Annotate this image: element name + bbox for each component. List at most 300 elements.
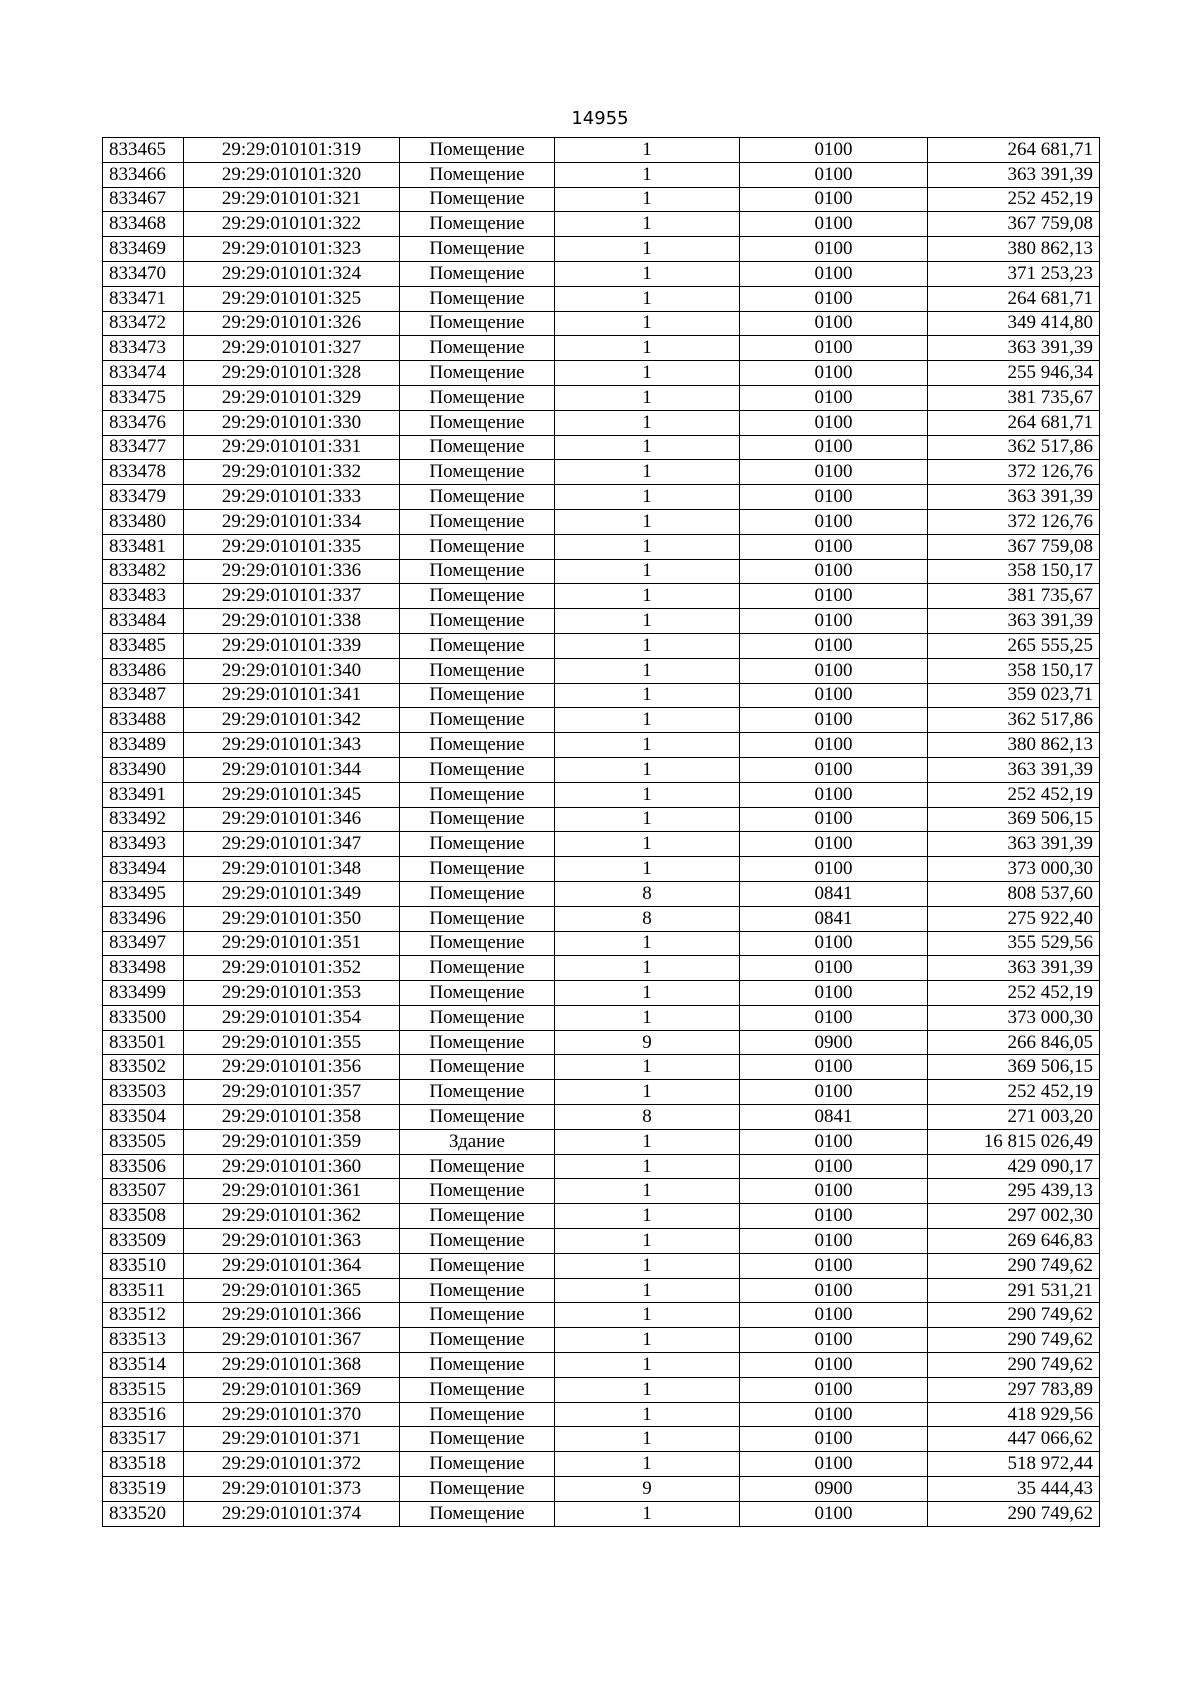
type-code-cell: 1 xyxy=(555,435,740,460)
row-number-cell: 833479 xyxy=(103,485,184,510)
type-code-cell: 8 xyxy=(555,1105,740,1130)
row-number-cell: 833513 xyxy=(103,1328,184,1353)
cadastral-value-cell: 290 749,62 xyxy=(928,1328,1100,1353)
class-code-cell: 0100 xyxy=(740,708,928,733)
cadastral-number-cell: 29:29:010101:360 xyxy=(184,1154,400,1179)
table-row xyxy=(103,1055,1100,1080)
row-number-cell: 833484 xyxy=(103,609,184,634)
row-number-cell: 833488 xyxy=(103,708,184,733)
object-type-cell: Помещение xyxy=(400,857,555,882)
type-code-cell: 1 xyxy=(555,1154,740,1179)
table-row xyxy=(103,237,1100,262)
cadastral-value-cell: 355 529,56 xyxy=(928,931,1100,956)
row-number-cell: 833473 xyxy=(103,336,184,361)
cadastral-value-cell: 269 646,83 xyxy=(928,1229,1100,1254)
cadastral-number-cell: 29:29:010101:320 xyxy=(184,162,400,187)
object-type-cell: Помещение xyxy=(400,956,555,981)
type-code-cell: 1 xyxy=(555,1353,740,1378)
cadastral-number-cell: 29:29:010101:325 xyxy=(184,286,400,311)
row-number-cell: 833500 xyxy=(103,1005,184,1030)
cadastral-value-cell: 363 391,39 xyxy=(928,609,1100,634)
type-code-cell: 1 xyxy=(555,1402,740,1427)
type-code-cell: 1 xyxy=(555,237,740,262)
object-type-cell: Помещение xyxy=(400,410,555,435)
cadastral-value-cell: 359 023,71 xyxy=(928,683,1100,708)
cadastral-value-cell: 363 391,39 xyxy=(928,832,1100,857)
object-type-cell: Помещение xyxy=(400,286,555,311)
row-number-cell: 833486 xyxy=(103,658,184,683)
class-code-cell: 0841 xyxy=(740,881,928,906)
row-number-cell: 833491 xyxy=(103,782,184,807)
class-code-cell: 0100 xyxy=(740,237,928,262)
table-row xyxy=(103,1353,1100,1378)
type-code-cell: 1 xyxy=(555,1179,740,1204)
row-number-cell: 833519 xyxy=(103,1477,184,1502)
table-row xyxy=(103,683,1100,708)
type-code-cell: 9 xyxy=(555,1030,740,1055)
row-number-cell: 833496 xyxy=(103,906,184,931)
cadastral-number-cell: 29:29:010101:319 xyxy=(184,138,400,163)
row-number-cell: 833465 xyxy=(103,138,184,163)
cadastral-value-cell: 264 681,71 xyxy=(928,410,1100,435)
cadastral-number-cell: 29:29:010101:359 xyxy=(184,1129,400,1154)
table-body xyxy=(103,138,1100,1527)
object-type-cell: Помещение xyxy=(400,708,555,733)
row-number-cell: 833489 xyxy=(103,733,184,758)
cadastral-value-cell: 362 517,86 xyxy=(928,435,1100,460)
row-number-cell: 833503 xyxy=(103,1080,184,1105)
row-number-cell: 833520 xyxy=(103,1501,184,1526)
type-code-cell: 1 xyxy=(555,162,740,187)
row-number-cell: 833512 xyxy=(103,1303,184,1328)
object-type-cell: Помещение xyxy=(400,931,555,956)
row-number-cell: 833505 xyxy=(103,1129,184,1154)
row-number-cell: 833514 xyxy=(103,1353,184,1378)
class-code-cell: 0100 xyxy=(740,609,928,634)
cadastral-number-cell: 29:29:010101:342 xyxy=(184,708,400,733)
object-type-cell: Помещение xyxy=(400,1278,555,1303)
class-code-cell: 0100 xyxy=(740,807,928,832)
object-type-cell: Помещение xyxy=(400,509,555,534)
cadastral-value-cell: 369 506,15 xyxy=(928,807,1100,832)
cadastral-number-cell: 29:29:010101:330 xyxy=(184,410,400,435)
object-type-cell: Помещение xyxy=(400,1377,555,1402)
cadastral-number-cell: 29:29:010101:352 xyxy=(184,956,400,981)
object-type-cell: Помещение xyxy=(400,361,555,386)
class-code-cell: 0100 xyxy=(740,361,928,386)
class-code-cell: 0100 xyxy=(740,956,928,981)
type-code-cell: 1 xyxy=(555,460,740,485)
cadastral-value-cell: 518 972,44 xyxy=(928,1452,1100,1477)
row-number-cell: 833509 xyxy=(103,1229,184,1254)
table-row xyxy=(103,1452,1100,1477)
class-code-cell: 0100 xyxy=(740,832,928,857)
row-number-cell: 833483 xyxy=(103,584,184,609)
row-number-cell: 833515 xyxy=(103,1377,184,1402)
row-number-cell: 833470 xyxy=(103,261,184,286)
class-code-cell: 0100 xyxy=(740,1303,928,1328)
cadastral-value-cell: 252 452,19 xyxy=(928,981,1100,1006)
class-code-cell: 0100 xyxy=(740,410,928,435)
row-number-cell: 833507 xyxy=(103,1179,184,1204)
class-code-cell: 0100 xyxy=(740,1328,928,1353)
object-type-cell: Помещение xyxy=(400,683,555,708)
row-number-cell: 833467 xyxy=(103,187,184,212)
class-code-cell: 0100 xyxy=(740,460,928,485)
table-row xyxy=(103,733,1100,758)
cadastral-value-cell: 369 506,15 xyxy=(928,1055,1100,1080)
class-code-cell: 0100 xyxy=(740,261,928,286)
row-number-cell: 833478 xyxy=(103,460,184,485)
table-row xyxy=(103,385,1100,410)
object-type-cell: Помещение xyxy=(400,187,555,212)
object-type-cell: Помещение xyxy=(400,1353,555,1378)
cadastral-value-cell: 362 517,86 xyxy=(928,708,1100,733)
cadastral-value-cell: 35 444,43 xyxy=(928,1477,1100,1502)
cadastral-number-cell: 29:29:010101:365 xyxy=(184,1278,400,1303)
cadastral-number-cell: 29:29:010101:356 xyxy=(184,1055,400,1080)
class-code-cell: 0100 xyxy=(740,534,928,559)
cadastral-value-cell: 429 090,17 xyxy=(928,1154,1100,1179)
class-code-cell: 0841 xyxy=(740,906,928,931)
cadastral-number-cell: 29:29:010101:346 xyxy=(184,807,400,832)
cadastral-value-cell: 363 391,39 xyxy=(928,757,1100,782)
table-row xyxy=(103,609,1100,634)
table-row xyxy=(103,658,1100,683)
cadastral-number-cell: 29:29:010101:366 xyxy=(184,1303,400,1328)
cadastral-number-cell: 29:29:010101:333 xyxy=(184,485,400,510)
cadastral-number-cell: 29:29:010101:340 xyxy=(184,658,400,683)
object-type-cell: Помещение xyxy=(400,832,555,857)
cadastral-value-cell: 297 783,89 xyxy=(928,1377,1100,1402)
object-type-cell: Помещение xyxy=(400,1452,555,1477)
type-code-cell: 1 xyxy=(555,1229,740,1254)
cadastral-number-cell: 29:29:010101:373 xyxy=(184,1477,400,1502)
cadastral-number-cell: 29:29:010101:351 xyxy=(184,931,400,956)
table-row xyxy=(103,534,1100,559)
row-number-cell: 833472 xyxy=(103,311,184,336)
cadastral-value-cell: 367 759,08 xyxy=(928,534,1100,559)
class-code-cell: 0100 xyxy=(740,1253,928,1278)
table-row xyxy=(103,261,1100,286)
type-code-cell: 1 xyxy=(555,1501,740,1526)
class-code-cell: 0100 xyxy=(740,1377,928,1402)
row-number-cell: 833518 xyxy=(103,1452,184,1477)
class-code-cell: 0100 xyxy=(740,1278,928,1303)
cadastral-number-cell: 29:29:010101:336 xyxy=(184,559,400,584)
cadastral-number-cell: 29:29:010101:349 xyxy=(184,881,400,906)
object-type-cell: Помещение xyxy=(400,733,555,758)
table-row xyxy=(103,1501,1100,1526)
type-code-cell: 1 xyxy=(555,1452,740,1477)
table-row xyxy=(103,1030,1100,1055)
table-row xyxy=(103,1253,1100,1278)
cadastral-value-cell: 252 452,19 xyxy=(928,187,1100,212)
cadastral-value-cell: 290 749,62 xyxy=(928,1253,1100,1278)
table-row xyxy=(103,336,1100,361)
table-row xyxy=(103,981,1100,1006)
object-type-cell: Помещение xyxy=(400,534,555,559)
object-type-cell: Помещение xyxy=(400,633,555,658)
table-row xyxy=(103,956,1100,981)
class-code-cell: 0100 xyxy=(740,1055,928,1080)
cadastral-number-cell: 29:29:010101:350 xyxy=(184,906,400,931)
table-row xyxy=(103,782,1100,807)
type-code-cell: 1 xyxy=(555,1303,740,1328)
table-row xyxy=(103,509,1100,534)
row-number-cell: 833490 xyxy=(103,757,184,782)
object-type-cell: Помещение xyxy=(400,385,555,410)
table-row xyxy=(103,187,1100,212)
type-code-cell: 1 xyxy=(555,782,740,807)
table-row xyxy=(103,435,1100,460)
type-code-cell: 1 xyxy=(555,1377,740,1402)
cadastral-value-cell: 16 815 026,49 xyxy=(928,1129,1100,1154)
type-code-cell: 8 xyxy=(555,881,740,906)
object-type-cell: Помещение xyxy=(400,1105,555,1130)
object-type-cell: Помещение xyxy=(400,1477,555,1502)
row-number-cell: 833469 xyxy=(103,237,184,262)
table-row xyxy=(103,708,1100,733)
table-row xyxy=(103,584,1100,609)
table-row xyxy=(103,410,1100,435)
table-row xyxy=(103,931,1100,956)
class-code-cell: 0100 xyxy=(740,509,928,534)
cadastral-value-cell: 381 735,67 xyxy=(928,385,1100,410)
class-code-cell: 0100 xyxy=(740,584,928,609)
row-number-cell: 833475 xyxy=(103,385,184,410)
cadastral-value-table xyxy=(102,137,1100,1527)
type-code-cell: 1 xyxy=(555,633,740,658)
cadastral-number-cell: 29:29:010101:358 xyxy=(184,1105,400,1130)
object-type-cell: Помещение xyxy=(400,485,555,510)
cadastral-number-cell: 29:29:010101:363 xyxy=(184,1229,400,1254)
object-type-cell: Помещение xyxy=(400,906,555,931)
row-number-cell: 833474 xyxy=(103,361,184,386)
table-row xyxy=(103,485,1100,510)
class-code-cell: 0100 xyxy=(740,1179,928,1204)
type-code-cell: 1 xyxy=(555,336,740,361)
cadastral-value-cell: 372 126,76 xyxy=(928,509,1100,534)
type-code-cell: 1 xyxy=(555,1278,740,1303)
table-row xyxy=(103,1377,1100,1402)
type-code-cell: 8 xyxy=(555,906,740,931)
class-code-cell: 0900 xyxy=(740,1030,928,1055)
cadastral-number-cell: 29:29:010101:369 xyxy=(184,1377,400,1402)
object-type-cell: Помещение xyxy=(400,1055,555,1080)
object-type-cell: Помещение xyxy=(400,584,555,609)
type-code-cell: 1 xyxy=(555,1328,740,1353)
object-type-cell: Помещение xyxy=(400,1402,555,1427)
class-code-cell: 0100 xyxy=(740,981,928,1006)
class-code-cell: 0100 xyxy=(740,286,928,311)
class-code-cell: 0100 xyxy=(740,857,928,882)
type-code-cell: 1 xyxy=(555,1055,740,1080)
cadastral-value-cell: 290 749,62 xyxy=(928,1303,1100,1328)
row-number-cell: 833494 xyxy=(103,857,184,882)
cadastral-number-cell: 29:29:010101:324 xyxy=(184,261,400,286)
type-code-cell: 1 xyxy=(555,1005,740,1030)
class-code-cell: 0100 xyxy=(740,311,928,336)
class-code-cell: 0100 xyxy=(740,683,928,708)
class-code-cell: 0100 xyxy=(740,138,928,163)
cadastral-number-cell: 29:29:010101:344 xyxy=(184,757,400,782)
type-code-cell: 1 xyxy=(555,385,740,410)
row-number-cell: 833477 xyxy=(103,435,184,460)
object-type-cell: Помещение xyxy=(400,1229,555,1254)
type-code-cell: 1 xyxy=(555,981,740,1006)
class-code-cell: 0100 xyxy=(740,931,928,956)
cadastral-value-cell: 447 066,62 xyxy=(928,1427,1100,1452)
class-code-cell: 0100 xyxy=(740,757,928,782)
class-code-cell: 0100 xyxy=(740,1229,928,1254)
table-row xyxy=(103,1477,1100,1502)
cadastral-value-cell: 264 681,71 xyxy=(928,286,1100,311)
object-type-cell: Помещение xyxy=(400,212,555,237)
table-row xyxy=(103,1080,1100,1105)
cadastral-value-cell: 373 000,30 xyxy=(928,857,1100,882)
cadastral-number-cell: 29:29:010101:368 xyxy=(184,1353,400,1378)
cadastral-number-cell: 29:29:010101:362 xyxy=(184,1204,400,1229)
type-code-cell: 1 xyxy=(555,1204,740,1229)
cadastral-value-cell: 363 391,39 xyxy=(928,956,1100,981)
class-code-cell: 0100 xyxy=(740,435,928,460)
row-number-cell: 833508 xyxy=(103,1204,184,1229)
class-code-cell: 0841 xyxy=(740,1105,928,1130)
table-row xyxy=(103,1154,1100,1179)
object-type-cell: Помещение xyxy=(400,981,555,1006)
table-row xyxy=(103,633,1100,658)
table-row xyxy=(103,1105,1100,1130)
table-row xyxy=(103,559,1100,584)
cadastral-number-cell: 29:29:010101:355 xyxy=(184,1030,400,1055)
type-code-cell: 1 xyxy=(555,733,740,758)
class-code-cell: 0100 xyxy=(740,162,928,187)
object-type-cell: Помещение xyxy=(400,1427,555,1452)
cadastral-number-cell: 29:29:010101:331 xyxy=(184,435,400,460)
class-code-cell: 0100 xyxy=(740,187,928,212)
object-type-cell: Помещение xyxy=(400,757,555,782)
class-code-cell: 0100 xyxy=(740,1005,928,1030)
table-row xyxy=(103,1204,1100,1229)
class-code-cell: 0100 xyxy=(740,559,928,584)
class-code-cell: 0100 xyxy=(740,1080,928,1105)
class-code-cell: 0100 xyxy=(740,658,928,683)
cadastral-number-cell: 29:29:010101:321 xyxy=(184,187,400,212)
object-type-cell: Помещение xyxy=(400,237,555,262)
class-code-cell: 0100 xyxy=(740,782,928,807)
object-type-cell: Помещение xyxy=(400,1080,555,1105)
row-number-cell: 833511 xyxy=(103,1278,184,1303)
object-type-cell: Помещение xyxy=(400,138,555,163)
table-row xyxy=(103,1278,1100,1303)
table-row xyxy=(103,807,1100,832)
type-code-cell: 1 xyxy=(555,757,740,782)
cadastral-value-cell: 372 126,76 xyxy=(928,460,1100,485)
cadastral-number-cell: 29:29:010101:372 xyxy=(184,1452,400,1477)
class-code-cell: 0100 xyxy=(740,733,928,758)
type-code-cell: 1 xyxy=(555,361,740,386)
table-row xyxy=(103,361,1100,386)
class-code-cell: 0100 xyxy=(740,1501,928,1526)
type-code-cell: 1 xyxy=(555,1427,740,1452)
cadastral-number-cell: 29:29:010101:361 xyxy=(184,1179,400,1204)
type-code-cell: 1 xyxy=(555,708,740,733)
class-code-cell: 0100 xyxy=(740,485,928,510)
object-type-cell: Помещение xyxy=(400,1501,555,1526)
cadastral-number-cell: 29:29:010101:357 xyxy=(184,1080,400,1105)
class-code-cell: 0100 xyxy=(740,1452,928,1477)
object-type-cell: Помещение xyxy=(400,1253,555,1278)
cadastral-value-cell: 358 150,17 xyxy=(928,559,1100,584)
cadastral-value-cell: 367 759,08 xyxy=(928,212,1100,237)
object-type-cell: Помещение xyxy=(400,261,555,286)
object-type-cell: Помещение xyxy=(400,782,555,807)
class-code-cell: 0100 xyxy=(740,385,928,410)
row-number-cell: 833497 xyxy=(103,931,184,956)
table-row xyxy=(103,1229,1100,1254)
type-code-cell: 1 xyxy=(555,584,740,609)
class-code-cell: 0100 xyxy=(740,633,928,658)
type-code-cell: 1 xyxy=(555,1129,740,1154)
type-code-cell: 1 xyxy=(555,1253,740,1278)
table-row xyxy=(103,1328,1100,1353)
cadastral-value-cell: 380 862,13 xyxy=(928,733,1100,758)
table-row xyxy=(103,311,1100,336)
type-code-cell: 1 xyxy=(555,509,740,534)
cadastral-number-cell: 29:29:010101:367 xyxy=(184,1328,400,1353)
cadastral-number-cell: 29:29:010101:337 xyxy=(184,584,400,609)
row-number-cell: 833481 xyxy=(103,534,184,559)
row-number-cell: 833517 xyxy=(103,1427,184,1452)
cadastral-number-cell: 29:29:010101:371 xyxy=(184,1427,400,1452)
object-type-cell: Помещение xyxy=(400,435,555,460)
cadastral-value-cell: 349 414,80 xyxy=(928,311,1100,336)
class-code-cell: 0100 xyxy=(740,1154,928,1179)
object-type-cell: Помещение xyxy=(400,1154,555,1179)
row-number-cell: 833466 xyxy=(103,162,184,187)
row-number-cell: 833476 xyxy=(103,410,184,435)
cadastral-value-cell: 271 003,20 xyxy=(928,1105,1100,1130)
cadastral-value-cell: 363 391,39 xyxy=(928,485,1100,510)
class-code-cell: 0100 xyxy=(740,1427,928,1452)
cadastral-number-cell: 29:29:010101:329 xyxy=(184,385,400,410)
cadastral-value-cell: 371 253,23 xyxy=(928,261,1100,286)
object-type-cell: Помещение xyxy=(400,609,555,634)
object-type-cell: Помещение xyxy=(400,559,555,584)
row-number-cell: 833468 xyxy=(103,212,184,237)
row-number-cell: 833482 xyxy=(103,559,184,584)
cadastral-number-cell: 29:29:010101:354 xyxy=(184,1005,400,1030)
cadastral-number-cell: 29:29:010101:343 xyxy=(184,733,400,758)
table-row xyxy=(103,1005,1100,1030)
cadastral-value-cell: 381 735,67 xyxy=(928,584,1100,609)
cadastral-number-cell: 29:29:010101:332 xyxy=(184,460,400,485)
object-type-cell: Помещение xyxy=(400,658,555,683)
type-code-cell: 1 xyxy=(555,261,740,286)
class-code-cell: 0100 xyxy=(740,212,928,237)
cadastral-value-cell: 808 537,60 xyxy=(928,881,1100,906)
class-code-cell: 0100 xyxy=(740,1204,928,1229)
table-row xyxy=(103,757,1100,782)
cadastral-value-cell: 264 681,71 xyxy=(928,138,1100,163)
cadastral-number-cell: 29:29:010101:341 xyxy=(184,683,400,708)
table-row xyxy=(103,881,1100,906)
cadastral-number-cell: 29:29:010101:370 xyxy=(184,1402,400,1427)
type-code-cell: 1 xyxy=(555,485,740,510)
table-row xyxy=(103,857,1100,882)
object-type-cell: Помещение xyxy=(400,311,555,336)
